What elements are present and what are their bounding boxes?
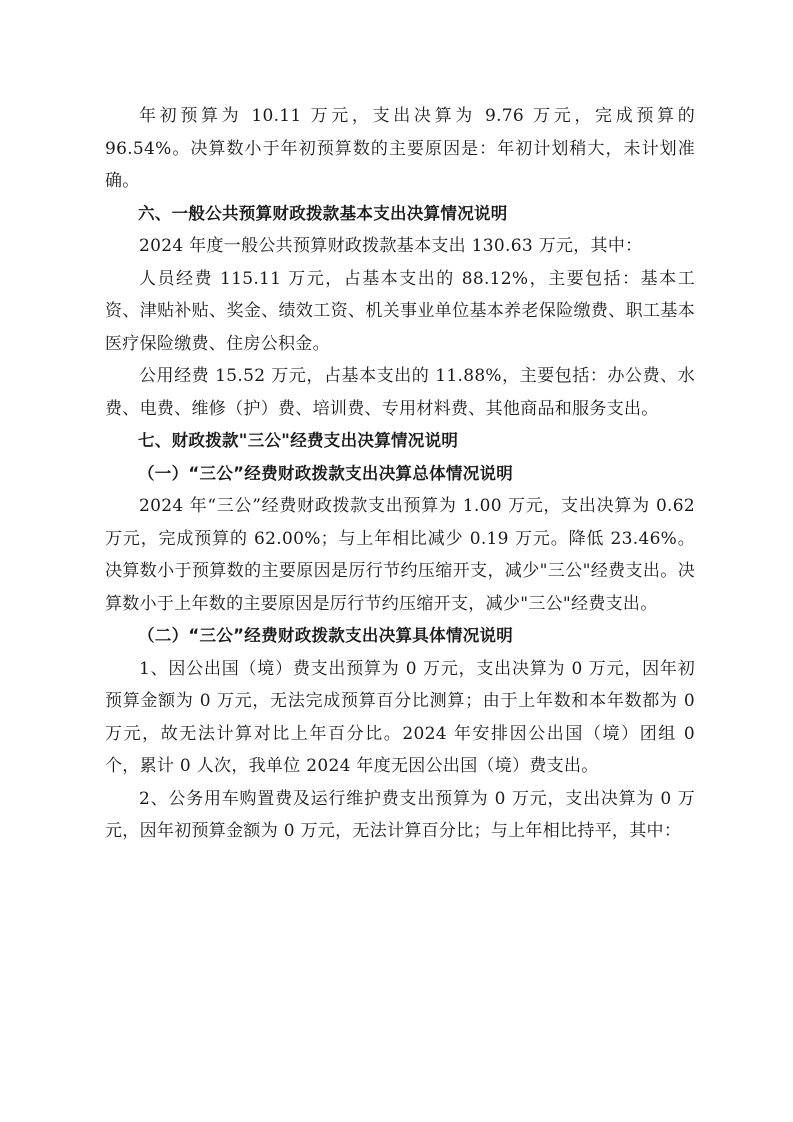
section-heading-6: 六、一般公共预算财政拨款基本支出决算情况说明	[138, 203, 508, 223]
subsection-heading-detail: （二）“三公”经费财政拨款支出决算具体情况说明	[138, 626, 514, 645]
paragraph-three-public-overall: 2024 年“三公”经费财政拨款支出预算为 1.00 万元，支出决算为 0.62 万元，完成预算的 62.00%；与上年相比减少 0.19 万元。降低 23.46%。决算数小于预算数的主要原因是厉行节约压缩开支，减少"三公"经费支出。决算数小于上年数的主要原因是厉行节约压缩开支，减少"三公"经费支出。	[105, 496, 695, 614]
paragraph-budget-completion: 年初预算为 10.11 万元，支出决算为 9.76 万元，完成预算的 96.54%。决算数小于年初预算数的主要原因是：年初计划稍大，未计划准确。	[105, 106, 695, 191]
paragraph-personnel-expenses: 人员经费 115.11 万元，占基本支出的 88.12%，主要包括：基本工资、津贴补贴、奖金、绩效工资、机关事业单位基本养老保险缴费、职工基本医疗保险缴费、住房公积金。	[105, 268, 695, 354]
document-page	[105, 100, 695, 848]
subsection-heading-overall: （一）“三公”经费财政拨款支出决算总体情况说明	[138, 463, 514, 483]
paragraph-overseas-travel: 1、因公出国（境）费支出预算为 0 万元，支出决算为 0 万元，因年初预算金额为 0 万元，无法完成预算百分比测算；由于上年数和本年数都为 0 万元，故无法计算对比上年百分比。2024 年安排因公出国（境）团组 0 个，累计 0 人次，我单位 2024 年度无因公出国（境）费支出。	[105, 658, 695, 776]
paragraph-public-expenses: 公用经费 15.52 万元，占基本支出的 11.88%，主要包括：办公费、水费、电费、维修（护）费、培训费、专用材料费、其他商品和服务支出。	[105, 366, 695, 419]
section-heading-7: 七、财政拨款"三公"经费支出决算情况说明	[138, 431, 459, 450]
paragraph-basic-expenditure-total: 2024 年度一般公共预算财政拨款基本支出 130.63 万元，其中：	[139, 236, 643, 256]
paragraph-official-vehicles: 2、公务用车购置费及运行维护费支出预算为 0 万元，支出决算为 0 万元，因年初预算金额为 0 万元，无法计算百分比；与上年相比持平，其中：	[105, 788, 695, 841]
